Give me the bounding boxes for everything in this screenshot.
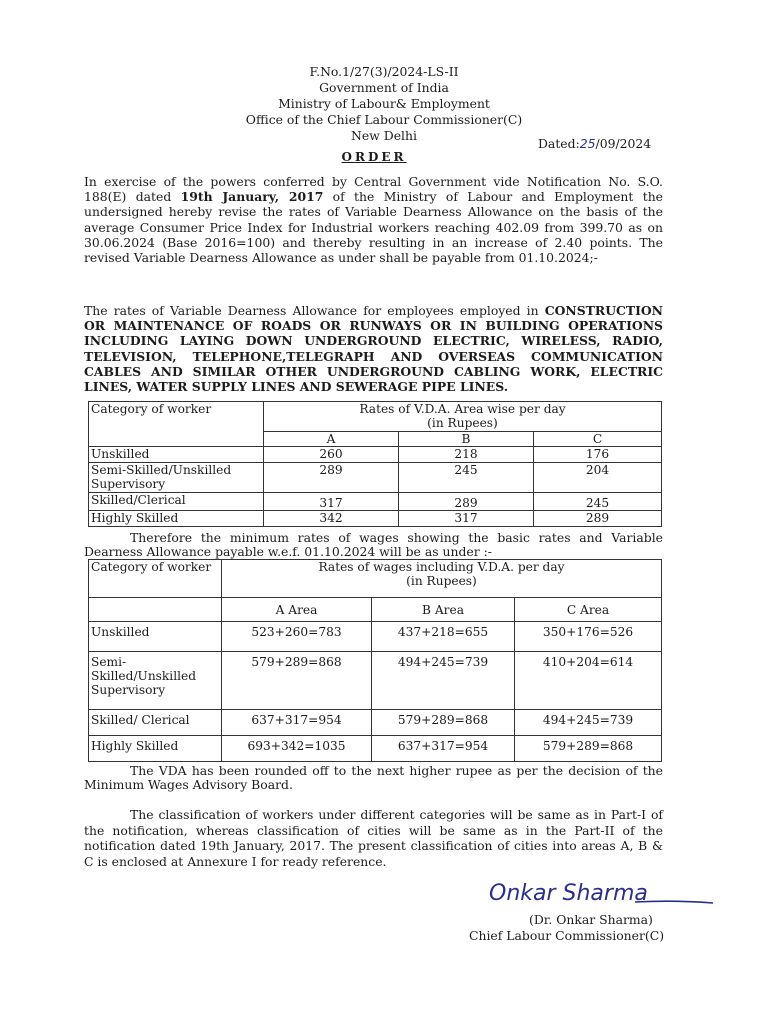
table-row [89, 463, 662, 493]
table2-cell-category: Semi-Skilled/Unskilled Supervisory [89, 652, 222, 710]
table2-cell-c: 350+176=526 [515, 622, 662, 652]
table2-cell-a: 523+260=783 [222, 622, 372, 652]
table1-cell-category: Unskilled [89, 447, 264, 463]
office-line: Office of the Chief Labour Commissioner(C) [245, 112, 523, 127]
table-row [89, 736, 662, 762]
date-label: Dated: [538, 136, 580, 151]
table2-header-empty [89, 598, 222, 622]
letterhead [0, 64, 768, 144]
intro-date-bold: 19th January, 2017 [180, 189, 324, 205]
table1-cell-a: 317 [264, 493, 399, 511]
table1-cell-b: 317 [399, 511, 534, 527]
table-row [89, 652, 662, 710]
paragraph-intro [84, 174, 663, 265]
table1-cell-b: 245 [399, 463, 534, 493]
paragraph-rounding-note: The VDA has been rounded off to the next higher rupee as per the decision of the Minimum Wages Advisory Board. [84, 763, 663, 792]
order-title: ORDER [341, 150, 407, 164]
file-number: F.No.1/27(3)/2024-LS-II [309, 64, 459, 79]
vda-rates-table [88, 401, 662, 527]
signature-text: Onkar Sharma [489, 881, 648, 906]
table2-cell-c: 494+245=739 [515, 710, 662, 736]
table1-cell-c: 204 [534, 463, 662, 493]
signatory-name: (Dr. Onkar Sharma) [529, 912, 653, 927]
date-day-handwritten: 25 [579, 136, 596, 151]
table1-cell-b: 218 [399, 447, 534, 463]
table2-header-rates-title: Rates of wages including V.D.A. per day [318, 560, 565, 574]
table1-cell-category: Highly Skilled [89, 511, 264, 527]
scope-industries-bold: CONSTRUCTION OR MAINTENANCE OF ROADS OR RUNWAYS OR IN BUILDING OPERATIONS INCLUDING LAYING DOWN UNDERGROUND ELECTRIC, WIRELESS, RADIO, TELEVISION, TELEPHONE,TELEGRAPH AND OVERSEAS COMMUNICATION CABLES AND SIMILAR OTHER UNDERGROUND CABLING WORK, ELECTRIC LINES, WATER SUPPLY LINES AND SEWERAGE PIPE LINES. [84, 303, 663, 395]
table1-header-rates-title: Rates of V.D.A. Area wise per day [359, 402, 566, 416]
table1-cell-a: 289 [264, 463, 399, 493]
table2-header-unit: (in Rupees) [406, 574, 477, 588]
table1-cell-category: Skilled/Clerical [89, 493, 264, 511]
table2-col-a: A Area [222, 598, 372, 622]
table2-cell-b: 437+218=655 [372, 622, 515, 652]
table-row [89, 447, 662, 463]
table2-cell-category: Unskilled [89, 622, 222, 652]
table2-col-b: B Area [372, 598, 515, 622]
table-row [89, 622, 662, 652]
date-line [538, 136, 651, 151]
table1-header-unit: (in Rupees) [427, 416, 498, 430]
table1-header-rates [264, 402, 662, 432]
city-line: New Delhi [351, 128, 417, 143]
table2-cell-a: 693+342=1035 [222, 736, 372, 762]
table1-cell-a: 342 [264, 511, 399, 527]
paragraph-scope [84, 303, 663, 394]
paragraph-minimum-wages: Therefore the minimum rates of wages showing the basic rates and Variable Dearness Allowance payable w.e.f. 01.10.2024 will be as under :- [84, 530, 663, 559]
table-row [89, 511, 662, 527]
government-line: Government of India [319, 80, 449, 95]
table2-cell-c: 410+204=614 [515, 652, 662, 710]
ministry-line: Ministry of Labour& Employment [278, 96, 490, 111]
table2-cell-b: 494+245=739 [372, 652, 515, 710]
table1-cell-b: 289 [399, 493, 534, 511]
table1-cell-c: 245 [534, 493, 662, 511]
table1-col-a: A [264, 432, 399, 447]
table2-cell-category: Highly Skilled [89, 736, 222, 762]
intro-text-c: of the Ministry of Labour and Employment the undersigned hereby revise the rates of Variable Dearness Allowance on the basis of the average Consumer Price Index for Industrial workers reaching 402.09 from 399.70 as on 30.06.2024 (Base 2016=100) and thereby resulting in an increase of 2.40 points. The revised Variable Dearness Allowance as under shall be payable from 01.10.2024;- [84, 189, 664, 266]
paragraph-classification: The classification of workers under different categories will be same as in Part-I of the notification, whereas classification of cities will be same as in the Part-II of the notification dated 19th January, 2017. The present classification of cities into areas A, B & C is enclosed at Annexure I for ready reference. [84, 807, 663, 869]
table2-cell-b: 579+289=868 [372, 710, 515, 736]
table-row [89, 493, 662, 511]
minimum-wages-table [88, 559, 662, 762]
table1-header-category: Category of worker [89, 402, 264, 447]
table2-cell-b: 637+317=954 [372, 736, 515, 762]
table1-cell-c: 289 [534, 511, 662, 527]
handwritten-signature [485, 872, 715, 912]
table1-cell-category: Semi-Skilled/Unskilled Supervisory [89, 463, 264, 493]
table1-col-b: B [399, 432, 534, 447]
table2-cell-category: Skilled/ Clerical [89, 710, 222, 736]
intro-text-a: In exercise of the powers conferred by Central Government vide Notification No. S.O. 188(E) dated [84, 174, 663, 205]
table2-header-category: Category of worker [89, 560, 222, 598]
table2-col-c: C Area [515, 598, 662, 622]
table2-cell-a: 637+317=954 [222, 710, 372, 736]
table2-header-rates [222, 560, 662, 598]
table1-cell-c: 176 [534, 447, 662, 463]
table1-col-c: C [534, 432, 662, 447]
table2-cell-c: 579+289=868 [515, 736, 662, 762]
date-rest: /09/2024 [595, 136, 652, 151]
table2-cell-a: 579+289=868 [222, 652, 372, 710]
table1-cell-a: 260 [264, 447, 399, 463]
signatory-title: Chief Labour Commissioner(C) [469, 928, 665, 943]
scope-text: The rates of Variable Dearness Allowance for employees employed in [84, 303, 545, 318]
table-row [89, 710, 662, 736]
